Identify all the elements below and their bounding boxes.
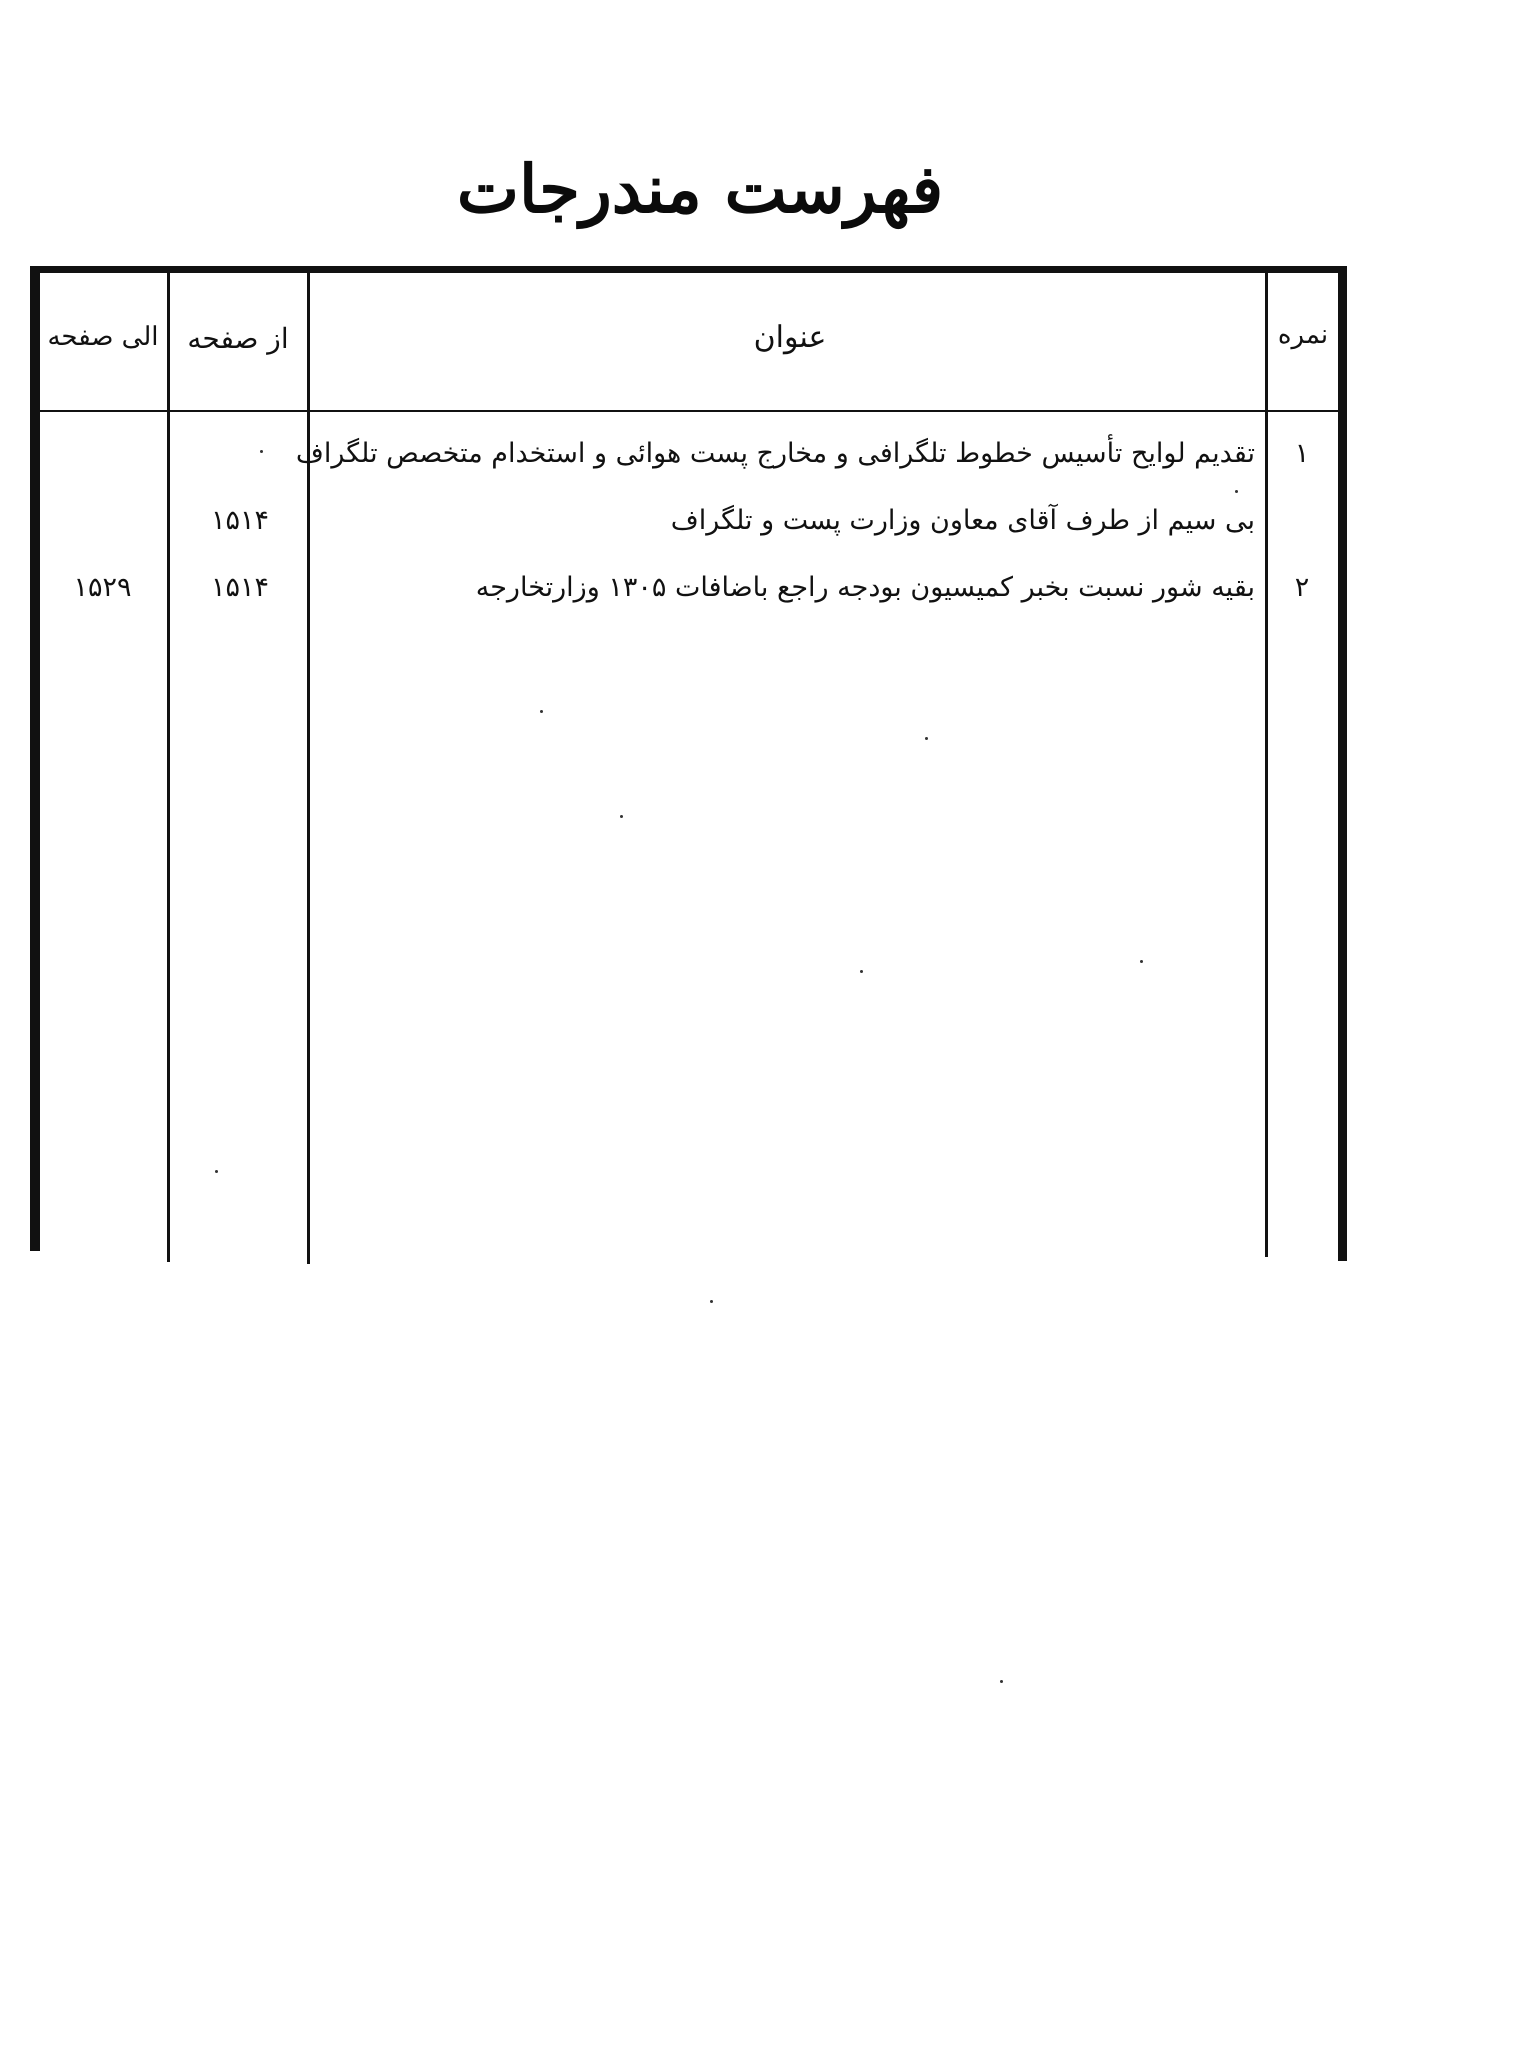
row-number: ۲ [1294, 572, 1310, 603]
scan-speck [540, 710, 543, 713]
scan-speck [260, 450, 263, 453]
scan-speck [620, 815, 623, 818]
header-bottom-rule [36, 410, 1341, 412]
column-divider-number [1265, 272, 1268, 1257]
column-divider-from-page [307, 272, 310, 1264]
row-from-page: ۱۵۱۴ [210, 505, 269, 536]
row-to-page: ۱۵۲۹ [73, 572, 132, 603]
row-subject-line: بی سیم از طرف آقای معاون وزارت پست و تلگراف [670, 505, 1255, 536]
scan-speck [1140, 960, 1143, 963]
table-left-border [30, 266, 40, 1251]
scan-speck [215, 1170, 218, 1173]
table-right-border [1338, 266, 1347, 1261]
header-subject: عنوان [753, 320, 827, 355]
header-to-page: الی صفحه [47, 322, 159, 352]
table-top-border [30, 266, 1345, 273]
scan-speck [710, 1300, 713, 1303]
header-number: نمره [1277, 320, 1329, 350]
scan-speck [925, 737, 928, 740]
row-subject-line: بقیه شور نسبت بخبر کمیسیون بودجه راجع باضافات ۱۳۰۵ وزارتخارجه [475, 572, 1255, 603]
scan-speck [860, 970, 863, 973]
page-title: فهرست مندرجات [456, 150, 944, 228]
row-from-page: ۱۵۱۴ [210, 572, 269, 603]
column-divider-to-page [167, 272, 170, 1262]
row-subject-line: تقدیم لوایح تأسیس خطوط تلگرافی و مخارج پست هوائی و استخدام متخصص تلگراف [295, 438, 1255, 469]
row-number: ۱ [1294, 438, 1310, 469]
scan-speck [1235, 490, 1238, 493]
scan-speck [1000, 1680, 1003, 1683]
header-from-page: از صفحه [187, 322, 289, 355]
